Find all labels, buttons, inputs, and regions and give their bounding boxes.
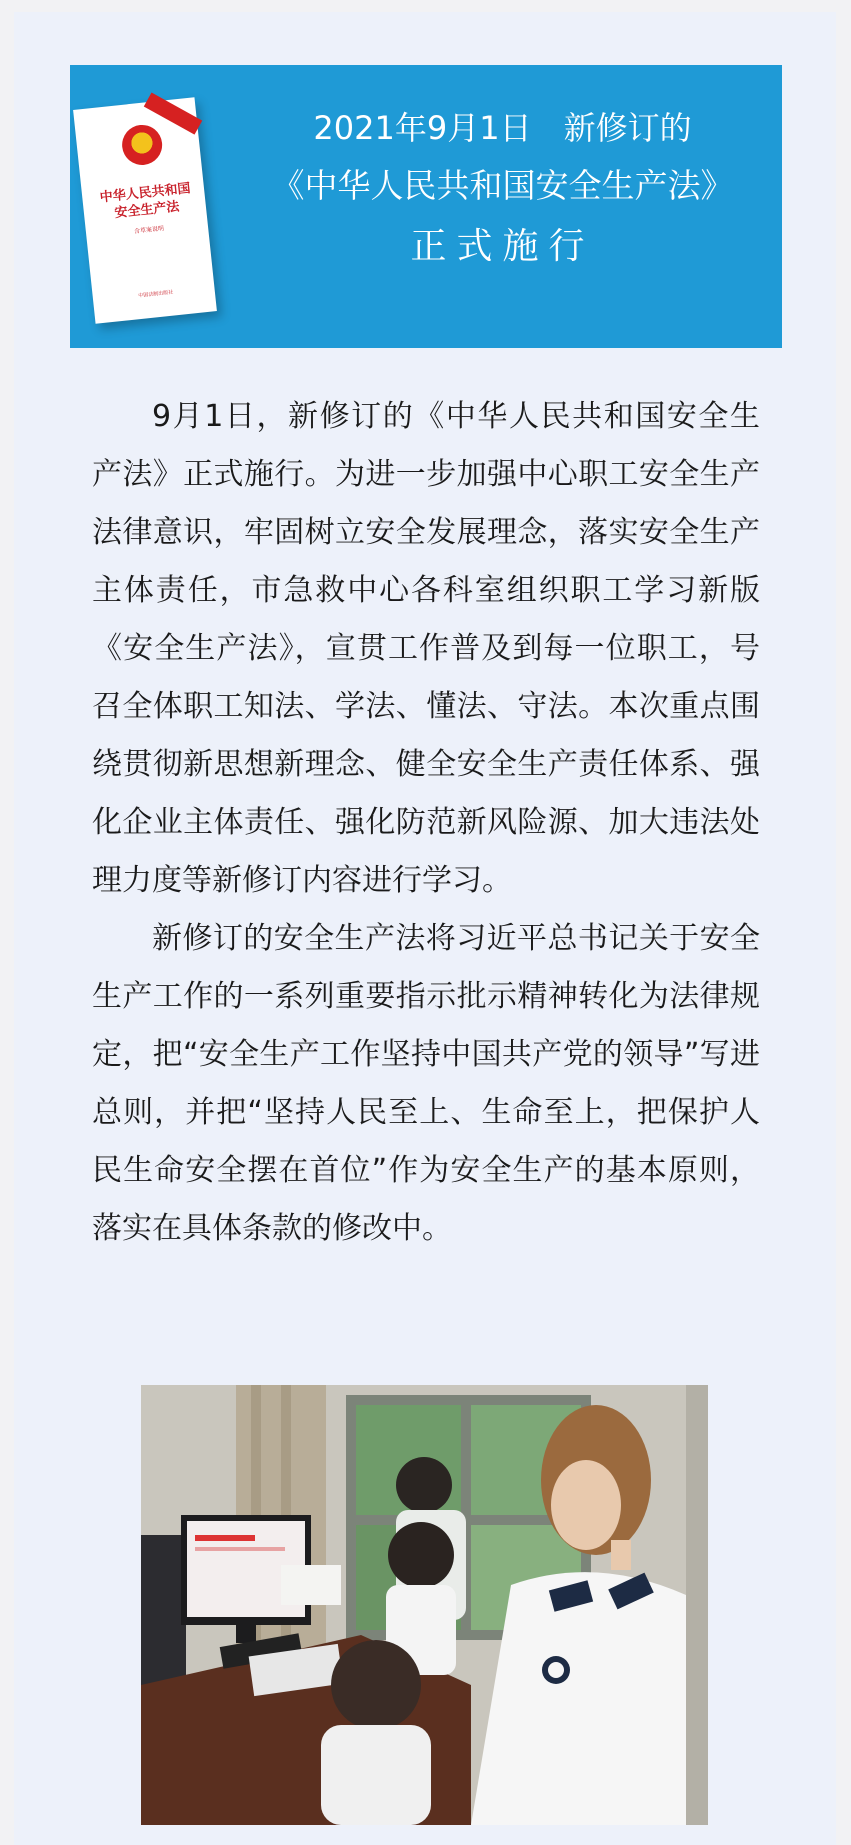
banner-effective-line: 正式施行	[410, 226, 595, 267]
title-banner	[70, 65, 782, 348]
banner-law-name: 《中华人民共和国安全生产法》	[271, 166, 734, 205]
banner-heading	[230, 99, 775, 279]
photo-illustration	[141, 1385, 708, 1825]
book-publisher: 中国法制出版社	[138, 289, 174, 300]
office-study-photo	[141, 1385, 708, 1825]
article-body	[92, 388, 760, 1258]
law-book-cover-image	[73, 97, 217, 324]
article-paragraph-2: 新修订的安全生产法将习近平总书记关于安全生产工作的一系列重要指示批示精神转化为法律规定，把“安全生产工作坚持中国共产党的领导”写进总则，并把“坚持人民至上、生命至上，把保护人民生命安全摆在首位”作为安全生产的基本原则，落实在具体条款的修改中。	[92, 921, 760, 1246]
banner-date-line: 2021年9月1日 新修订的	[313, 109, 692, 147]
book-title: 中华人民共和国 安全生产法	[99, 181, 192, 222]
national-emblem-icon	[120, 123, 164, 167]
book-subtitle: 含草案说明	[133, 225, 165, 236]
article-paragraph-1: 9月1日，新修订的《中华人民共和国安全生产法》正式施行。为进一步加强中心职工安全生产法律意识，牢固树立安全发展理念，落实安全生产主体责任，市急救中心各科室组织职工学习新版《安全生产法》，宣贯工作普及到每一位职工，号召全体职工知法、学法、懂法、守法。本次重点围绕贯彻新思想新理念、健全安全生产责任体系、强化企业主体责任、强化防范新风险源、加大违法处理力度等新修订内容进行学习。	[92, 399, 760, 898]
